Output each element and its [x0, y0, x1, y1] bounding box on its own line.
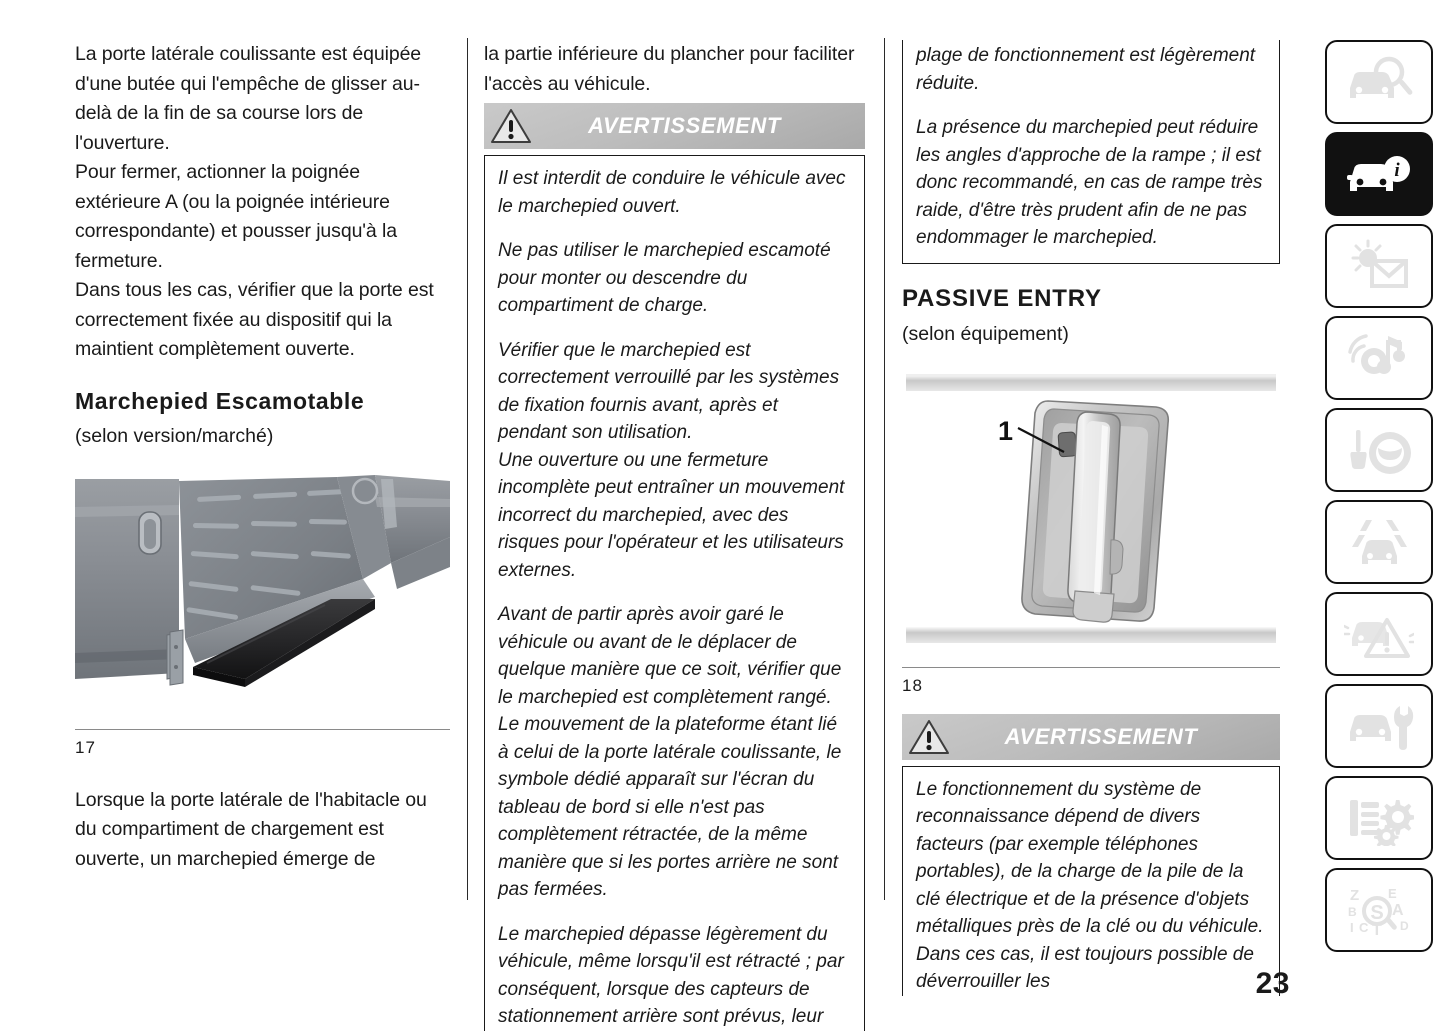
figure-door-handle	[902, 365, 1280, 696]
door-handle-illustration	[902, 365, 1280, 657]
spacer	[75, 365, 450, 387]
paragraph: Pour fermer, actionner la poignée extérieure A (ou la poignée intérieure correspondante) et pousser jusqu'à la fermeture.	[75, 161, 397, 272]
column-1	[75, 40, 450, 874]
figure-rule	[75, 729, 450, 730]
warning-paragraph: Le fonctionnement du système de reconnaissance dépend de divers facteurs (par exemple téléphones portables), de la charge de la pile de la clé électrique et de la présence d'objets métalliques près de la clé ou du véhicule. Dans ces cas, il est toujours possible de déverrouiller les	[916, 778, 1264, 992]
page-number: 23	[1255, 967, 1290, 1000]
warning-body	[484, 155, 865, 1031]
car-inspection-magnifier-icon	[1344, 54, 1414, 110]
warning-paragraph: La présence du marchepied peut réduire les angles d'approche de la rampe ; il est donc recommandé, en cas de rampe très raide, d'être très prudent afin de ne pas endommager le marchepied.	[916, 117, 1263, 248]
paragraph: la partie inférieure du plancher pour faciliter l'accès au véhicule.	[484, 43, 855, 95]
svg-text:E: E	[1388, 886, 1397, 901]
svg-text:T: T	[1372, 922, 1382, 938]
spacer	[75, 758, 450, 786]
side-step-illustration	[75, 467, 450, 719]
warning-header	[484, 103, 865, 149]
paragraph: Lorsque la porte latérale de l'habitacle ou du compartiment de chargement est ouverte, un marchepied émerge de	[75, 788, 427, 870]
page-headline: PASSIVE ENTRY	[902, 284, 1102, 312]
section-subtitle: (selon version/marché)	[75, 424, 274, 447]
figure-rule	[902, 667, 1280, 668]
svg-text:Z: Z	[1350, 887, 1360, 904]
figure-caption: 18	[902, 675, 923, 695]
headline-subtitle: (selon équipement)	[902, 322, 1069, 345]
car-wrench-icon	[1344, 698, 1414, 754]
alphabetical-index-icon	[1344, 882, 1414, 938]
paragraph: La porte latérale coulissante est équipée d'une butée qui l'empêche de glisser au-delà de la fin de sa course lors de l'ouverture.	[75, 43, 422, 154]
warning-paragraph: Avant de partir après avoir garé le véhicule ou avant de le déplacer de quelque manière que ce soit, vérifier que le marchepied est complètement rangé. Le mouvement de la plateforme étant lié à celui de la porte latérale coulissante, le symbole dédié apparaît sur l'écran du tableau de bord si elle n'est pas complètement rétractée, de la même manière que si les portes arrière ne sont pas fermées.	[498, 604, 842, 900]
navigation-media-icon	[1344, 330, 1414, 386]
svg-text:S: S	[1370, 902, 1384, 924]
warning-body-continued	[902, 40, 1280, 264]
spacer	[902, 264, 1280, 284]
lane-assist-car-icon	[1344, 514, 1414, 570]
car-info-icon	[1344, 146, 1414, 202]
sidebar-item-urgence[interactable]	[1325, 592, 1433, 676]
sidebar-item-caracteristiques[interactable]	[1325, 776, 1433, 860]
warning-paragraph: Le marchepied dépasse légèrement du véhicule, même lorsqu'il est rétracté ; par conséquent, lorsque des capteurs de stationnement arrière sont prévus, leur	[498, 923, 844, 1027]
car-warning-triangle-icon	[1344, 606, 1414, 662]
steering-wheel-icon	[1344, 422, 1414, 478]
column-2	[484, 40, 865, 1031]
sidebar-item-entretien[interactable]	[1325, 684, 1433, 768]
sidebar-item-demarrage-conduite[interactable]	[1325, 408, 1433, 492]
figure-side-step	[75, 467, 450, 758]
warning-title: AVERTISSEMENT	[588, 113, 781, 138]
svg-text:C: C	[1359, 920, 1369, 935]
paragraph: Dans tous les cas, vérifier que la porte est correctement fixée au dispositif qui la maintient complètement ouverte.	[75, 279, 434, 360]
warning-body	[902, 766, 1280, 996]
warning-triangle-icon	[490, 107, 532, 145]
figure-caption: 17	[75, 737, 96, 757]
svg-text:D: D	[1400, 919, 1409, 933]
sidebar-item-multimedia[interactable]	[1325, 316, 1433, 400]
column-3	[902, 40, 1280, 996]
svg-text:B: B	[1348, 905, 1357, 919]
chapter-tab-rail	[1325, 40, 1435, 960]
sun-envelope-icon	[1344, 238, 1414, 294]
svg-text:i: i	[1394, 160, 1400, 181]
sidebar-item-securite[interactable]	[1325, 224, 1433, 308]
warning-header	[902, 714, 1280, 760]
sidebar-item-tableau-de-bord[interactable]	[1325, 132, 1433, 216]
specs-gears-icon	[1344, 790, 1414, 846]
svg-text:1: 1	[998, 415, 1014, 446]
warning-paragraph: Une ouverture ou une fermeture incomplète peut entraîner un mouvement incorrect du marchepied, avec des risques pour l'opérateur et les utilisateurs externes.	[498, 449, 845, 581]
warning-paragraph: Il est interdit de conduire le véhicule avec le marchepied ouvert.	[498, 168, 846, 217]
column-divider-2	[884, 38, 885, 900]
svg-text:I: I	[1350, 920, 1354, 935]
warning-triangle-icon	[908, 718, 950, 756]
sidebar-item-index-alphabetique[interactable]	[1325, 868, 1433, 952]
svg-text:A: A	[1392, 902, 1404, 919]
sidebar-item-connaissance-vehicule[interactable]	[1325, 40, 1433, 124]
column-divider-1	[467, 38, 468, 900]
warning-paragraph: plage de fonctionnement est légèrement réduite.	[916, 45, 1256, 94]
section-heading: Marchepied Escamotable	[75, 387, 365, 414]
warning-paragraph: Ne pas utiliser le marchepied escamoté pour monter ou descendre du compartiment de charge.	[498, 240, 831, 316]
warning-title: AVERTISSEMENT	[1004, 723, 1198, 749]
warning-paragraph: Vérifier que le marchepied est correctement verrouillé par les systèmes de fixation fournis avant, après et pendant son utilisation.	[498, 339, 840, 443]
sidebar-item-aide-conduite[interactable]	[1325, 500, 1433, 584]
